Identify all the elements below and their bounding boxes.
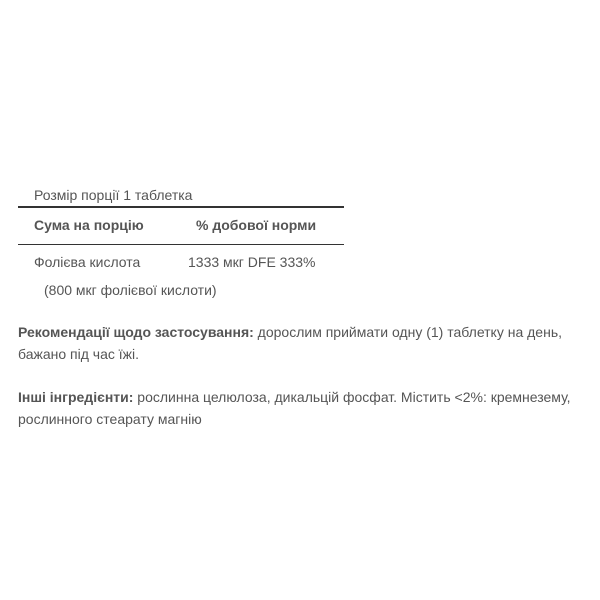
nutrient-note: (800 мкг фолієвої кислоти) <box>44 282 217 298</box>
recommendations-text: дорослим приймати одну (1) таблетку на день, бажано під час їжі. <box>18 324 563 362</box>
other-ingredients-text: рослинна целюлоза, дикальцій фосфат. Містить <2%: кремнезему, рослинного стеарату магнію <box>18 389 571 427</box>
serving-size: Розмір порції 1 таблетка <box>34 187 193 203</box>
other-ingredients-label: Інші інгредієнти: <box>18 389 134 405</box>
table-header <box>18 208 344 244</box>
nutrient-name: Фолієва кислота <box>34 254 141 270</box>
recommendations-label: Рекомендації щодо застосування: <box>18 324 254 340</box>
supplement-facts-table <box>18 184 344 298</box>
recommendations-paragraph <box>18 321 588 365</box>
nutrient-amount: 1333 мкг DFE 333% <box>188 254 316 270</box>
header-daily-value: % добової норми <box>196 217 317 233</box>
table-row <box>18 245 344 275</box>
header-amount-per-serving: Сума на порцію <box>34 217 144 233</box>
other-ingredients-paragraph <box>18 386 588 430</box>
